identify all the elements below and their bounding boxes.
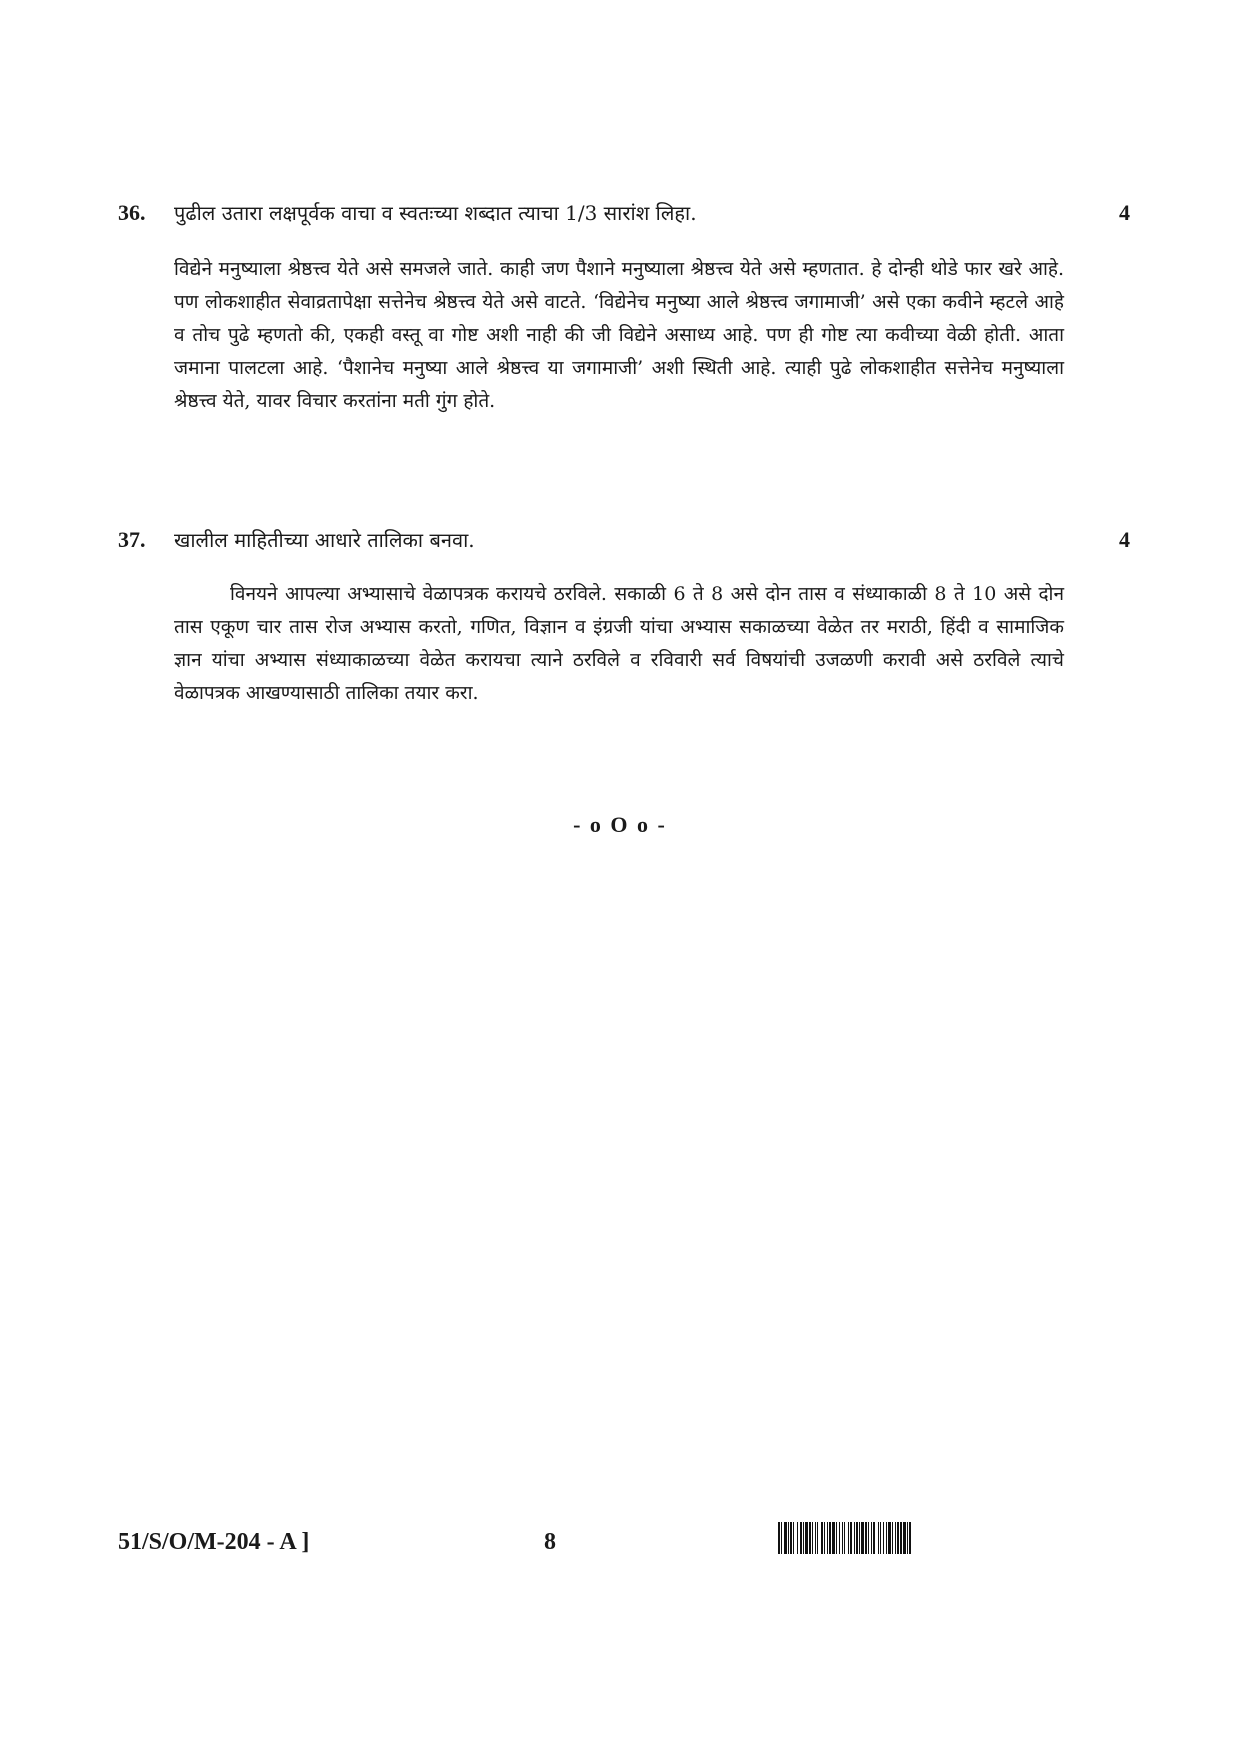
barcode-bar	[839, 1522, 840, 1554]
barcode-bar	[865, 1522, 867, 1554]
barcode-bar	[812, 1522, 813, 1554]
barcode-bar	[895, 1522, 896, 1554]
barcode-image	[778, 1522, 1021, 1554]
question-passage: विद्येने मनुष्याला श्रेष्ठत्त्व येते असे समजले जाते. काही जण पैशाने मनुष्याला श्रेष्ठत्त्व येते असे म्हणतात. हे दोन्ही थोडे फार खरे आहे. पण लोकशाहीत सेवाव्रतापेक्षा सत्तेनेच श्रेष्ठत्त्व येते असे वाटते. ‘विद्येनेच मनुष्या आले श्रेष्ठत्त्व जगामाजी’ असे एका कवीने म्हटले आहे व तोच पुढे म्हणतो की, एकही वस्तू वा गोष्ट अशी नाही की जी विद्येने असाध्य आहे. पण ही गोष्ट त्या कवीच्या वेळी होती. आता जमाना पालटला आहे. ‘पैशानेच मनुष्या आले श्रेष्ठत्त्व या जगामाजी’ अशी स्थिती आहे. त्याही पुढे लोकशाहीत सत्तेनेच मनुष्याला श्रेष्ठत्त्व येते, यावर विचार करतांना मती गुंग होते.	[174, 258, 1064, 412]
barcode-bar	[836, 1522, 837, 1554]
barcode-bar	[907, 1522, 908, 1554]
barcode-bar	[805, 1522, 808, 1554]
end-of-paper-mark: - o O o -	[573, 812, 667, 837]
barcode-bar	[856, 1522, 858, 1554]
barcode-bar	[868, 1522, 869, 1554]
question-prompt: खालील माहितीच्या आधारे तालिका बनवा.	[174, 528, 475, 552]
barcode-bar	[784, 1522, 787, 1554]
barcode-bar	[781, 1522, 782, 1554]
barcode-bar	[883, 1522, 884, 1554]
question-prompt: पुढील उतारा लक्षपूर्वक वाचा व स्वतःच्या शब्दात त्याचा 1/3 सारांश लिहा.	[174, 201, 697, 225]
paper-code: 51/S/O/M-204 - A ]	[118, 1529, 310, 1555]
barcode-bar	[909, 1522, 911, 1554]
question-header	[0, 520, 1240, 560]
barcode-bar	[821, 1522, 823, 1554]
question-37	[0, 520, 1240, 704]
question-header	[0, 193, 1240, 233]
barcode-bar	[788, 1522, 789, 1554]
barcode-bar	[848, 1522, 849, 1554]
barcode-bar	[778, 1522, 780, 1554]
barcode-bar	[854, 1522, 855, 1554]
barcode-bar	[803, 1522, 804, 1554]
barcode-bar	[888, 1522, 891, 1554]
barcode-bar	[800, 1522, 802, 1554]
question-marks: 4	[1119, 200, 1130, 225]
barcode-bar	[844, 1522, 845, 1554]
barcode-bar	[903, 1522, 906, 1554]
barcode-bar	[829, 1522, 831, 1554]
barcode-bar	[900, 1522, 902, 1554]
question-marks: 4	[1119, 527, 1130, 552]
barcode-bar	[809, 1522, 811, 1554]
barcode-bar	[859, 1522, 860, 1554]
barcode-bar	[878, 1522, 879, 1554]
question-36	[0, 193, 1240, 412]
barcode-bar	[861, 1522, 864, 1554]
barcode-bar	[824, 1522, 825, 1554]
barcode-bar	[886, 1522, 887, 1554]
barcode-bar	[842, 1522, 843, 1554]
barcode-bar	[815, 1522, 816, 1554]
barcode-bar	[832, 1522, 835, 1554]
barcode-bar	[790, 1522, 792, 1554]
barcode-bar	[871, 1522, 872, 1554]
barcode-bar	[897, 1522, 899, 1554]
barcode-bar	[892, 1522, 893, 1554]
barcode-bar	[880, 1522, 881, 1554]
barcode-bar	[793, 1522, 794, 1554]
question-number: 36.	[118, 200, 146, 225]
barcode-bar	[817, 1522, 818, 1554]
barcode-bar	[873, 1522, 875, 1554]
page-number: 8	[544, 1529, 556, 1555]
question-number: 37.	[118, 527, 146, 552]
barcode-bar	[850, 1522, 852, 1554]
question-passage: विनयने आपल्या अभ्यासाचे वेळापत्रक करायचे ठरविले. सकाळी 6 ते 8 असे दोन तास व संध्याकाळी 8 ते 10 असे दोन तास एकूण चार तास रोज अभ्यास करतो, गणित, विज्ञान व इंग्रजी यांचा अभ्यास सकाळच्या वेळेत तर मराठी, हिंदी व सामाजिक ज्ञान यांचा अभ्यास संध्याकाळच्या वेळेत करायचा त्याने ठरविले व रविवारी सर्व विषयांची उजळणी करावी असे ठरविले त्याचे वेळापत्रक आखण्यासाठी तालिका तयार करा.	[174, 583, 1064, 704]
barcode-bar	[827, 1522, 828, 1554]
barcode-bar	[797, 1522, 798, 1554]
